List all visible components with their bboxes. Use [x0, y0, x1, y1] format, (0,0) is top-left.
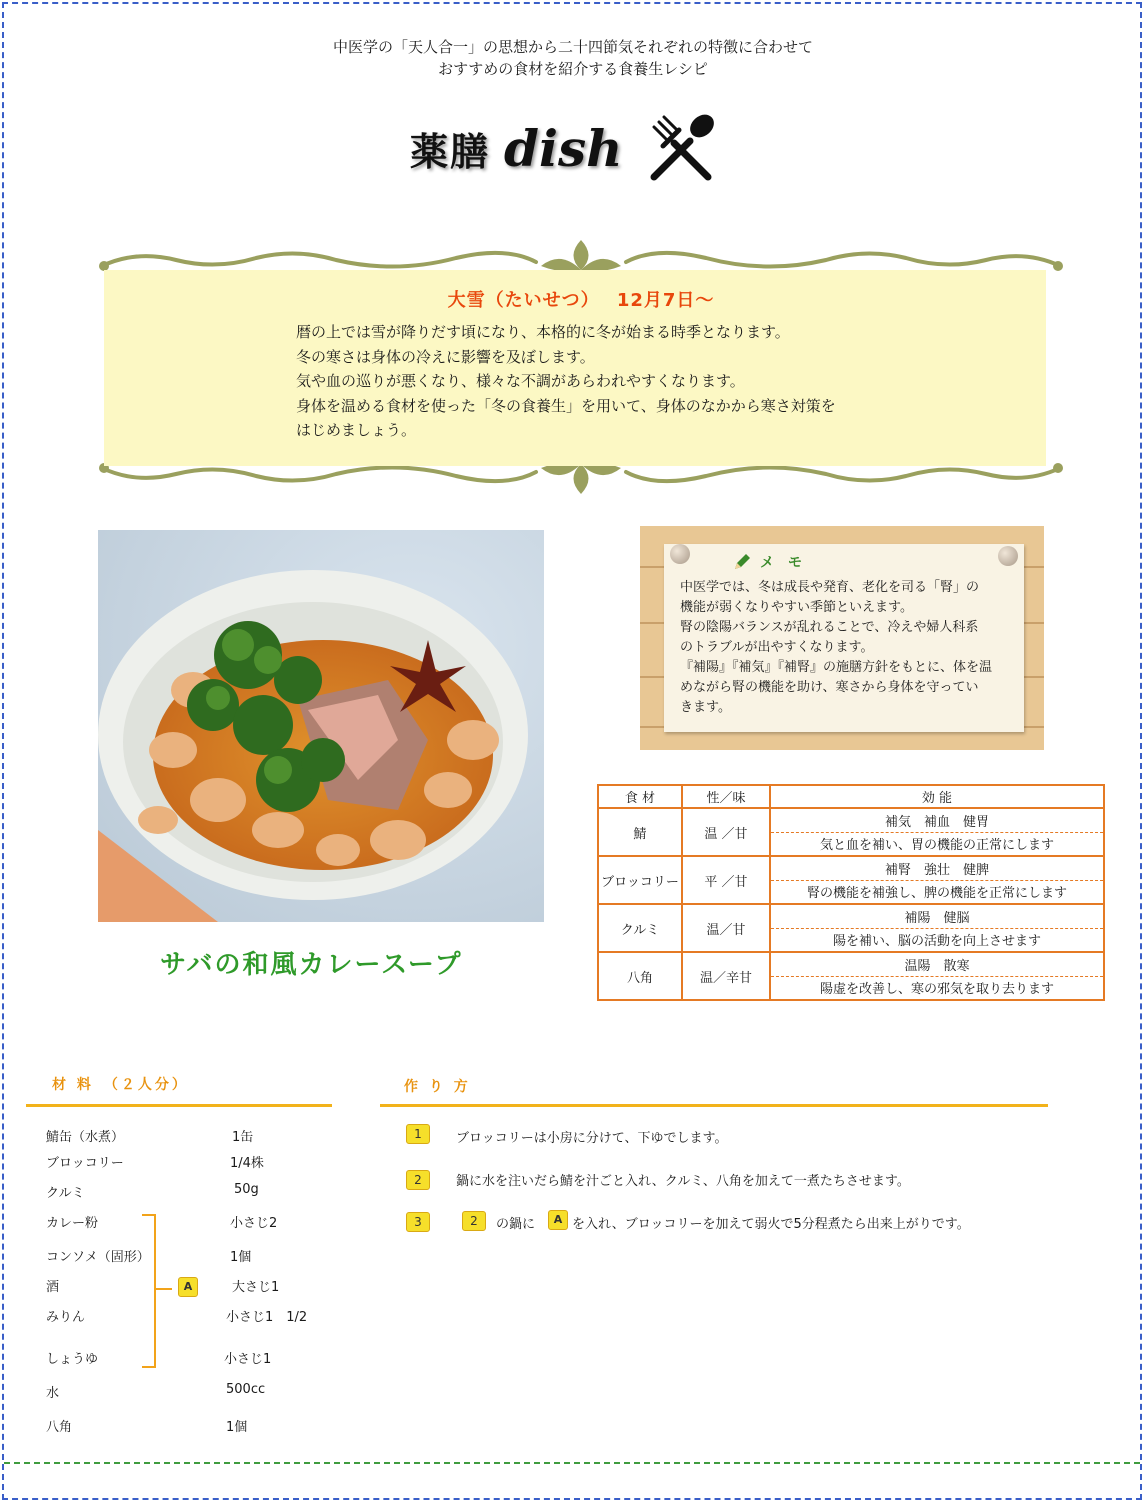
- nature-cell: 温 ／甘: [682, 808, 770, 856]
- ingredient-qty: 500cc: [226, 1382, 266, 1397]
- memo-line: きます。: [680, 700, 731, 715]
- intro-line: 中医学の「天人合一」の思想から二十四節気それぞれの特徴に合わせて: [332, 38, 813, 56]
- ingredient-name: コンソメ（固形）: [46, 1250, 150, 1265]
- season-line: 暦の上では雪が降りだす頃になり、本格的に冬が始まる時季となります。: [296, 323, 790, 341]
- ingredient-qty: 1個: [226, 1420, 248, 1435]
- season-title: 大雪（たいせつ） 12月7日～: [447, 290, 715, 311]
- table-row: [598, 808, 1104, 832]
- effect-cell: 温陽 散寒: [770, 952, 1104, 976]
- ingredient-name: みりん: [46, 1310, 86, 1325]
- ingredient-qty: 1/4株: [230, 1156, 264, 1171]
- food-cell: 八角: [598, 952, 682, 1000]
- group-a-badge: A: [178, 1277, 198, 1297]
- ingredient-qty: 1個: [230, 1250, 252, 1265]
- ingredient-name: 鯖缶（水煮）: [46, 1130, 125, 1145]
- effect-desc-cell: 陽虚を改善し、寒の邪気を取り去ります: [770, 976, 1104, 1000]
- ingredient-name: ブロッコリー: [46, 1156, 124, 1171]
- ingredient-qty: 小さじ2: [230, 1216, 278, 1231]
- effect-desc-cell: 腎の機能を補強し、脾の機能を正常にします: [770, 880, 1104, 904]
- intro-text: [0, 36, 1146, 80]
- ingredient-name: クルミ: [46, 1186, 85, 1201]
- pushpin-icon: [998, 546, 1018, 566]
- header-food: 食 材: [598, 785, 682, 808]
- method-rule: [380, 1104, 1048, 1107]
- table-row: [598, 952, 1104, 976]
- food-cell: 鯖: [598, 808, 682, 856]
- method-heading: 作 り 方: [404, 1079, 471, 1095]
- header-nature: 性／味: [682, 785, 770, 808]
- brand-kanji: 薬膳: [410, 128, 491, 174]
- ingredient-qty: 小さじ1 1/2: [226, 1310, 308, 1325]
- ingredients-heading: 材 料 （２人分）: [52, 1077, 189, 1093]
- pushpin-icon: [670, 544, 690, 564]
- step-reference: 2: [462, 1211, 486, 1231]
- group-bracket-tick: [156, 1288, 172, 1290]
- effect-cell: 補気 補血 健胃: [770, 808, 1104, 832]
- season-line: 身体を温める食材を使った「冬の食養生」を用いて、身体のなかから寒さ対策を: [296, 396, 836, 415]
- ingredient-qty: 50g: [234, 1182, 259, 1197]
- ingredient-name: 水: [46, 1386, 60, 1401]
- season-line: はじめましょう。: [296, 421, 417, 439]
- table-row: [598, 856, 1104, 880]
- step-text: の鍋に: [496, 1217, 536, 1232]
- memo-line: 機能が弱くなりやすい季節といえます。: [680, 600, 913, 615]
- step-text: ブロッコリーは小房に分けて、下ゆでします。: [456, 1131, 728, 1146]
- memo-text: [680, 578, 1015, 718]
- fork-spoon-icon: [644, 111, 718, 185]
- memo-label: メモ: [760, 555, 816, 571]
- memo-board: [640, 526, 1044, 750]
- step-number: 3: [406, 1212, 430, 1232]
- ingredient-name: しょうゆ: [46, 1352, 99, 1367]
- ingredient-qty: 小さじ1: [224, 1352, 272, 1367]
- memo-heading: [732, 552, 816, 572]
- dish-photo: [98, 530, 544, 922]
- food-effects-table: [597, 784, 1105, 1001]
- ingredient-name: 酒: [46, 1280, 60, 1295]
- step-number: 1: [406, 1124, 430, 1144]
- table-header-row: [598, 785, 1104, 808]
- header-effect: 効 能: [770, 785, 1104, 808]
- memo-line: 腎の陰陽バランスが乱れることで、冷えや婦人科系: [680, 620, 979, 635]
- memo-line: めながら腎の機能を助け、寒さから身体を守ってい: [680, 680, 979, 695]
- table-row: [598, 904, 1104, 928]
- food-cell: クルミ: [598, 904, 682, 952]
- memo-line: のトラブルが出やすくなります。: [680, 640, 874, 655]
- step-text: を入れ、ブロッコリーを加えて弱火で5分程煮たら出来上がりです。: [572, 1217, 970, 1232]
- food-cell: ブロッコリー: [598, 856, 682, 904]
- dish-title: サバの和風カレースープ: [160, 950, 463, 980]
- memo-line: 中医学では、冬は成長や発育、老化を司る「腎」の: [680, 580, 980, 595]
- nature-cell: 平 ／甘: [682, 856, 770, 904]
- brand-latin: dish: [504, 118, 623, 178]
- effect-desc-cell: 気と血を補い、胃の機能の正常にします: [770, 832, 1104, 856]
- step-text: 鍋に水を注いだら鯖を汁ごと入れ、クルミ、八角を加えて一煮たちさせます。: [456, 1174, 910, 1189]
- group-bracket: [142, 1214, 156, 1368]
- pencil-icon: [732, 552, 752, 572]
- season-description: [296, 320, 956, 443]
- intro-line: おすすめの食材を紹介する食養生レシピ: [438, 60, 708, 78]
- effect-cell: 補陽 健脳: [770, 904, 1104, 928]
- ingredient-qty: 1缶: [232, 1130, 254, 1145]
- season-banner: [96, 236, 1066, 498]
- step-number: 2: [406, 1170, 430, 1190]
- memo-line: 『補陽』『補気』『補腎』の施膳方針をもとに、体を温: [680, 660, 993, 675]
- season-line: 気や血の巡りが悪くなり、様々な不調があらわれやすくなります。: [296, 372, 745, 390]
- ingredient-name: カレー粉: [46, 1216, 99, 1231]
- brand-title: [410, 108, 718, 188]
- ingredients-rule: [26, 1104, 332, 1107]
- bottom-divider: [4, 1462, 1140, 1464]
- effect-cell: 補腎 強壮 健脾: [770, 856, 1104, 880]
- nature-cell: 温／甘: [682, 904, 770, 952]
- ingredient-qty: 大さじ1: [232, 1280, 280, 1295]
- nature-cell: 温／辛甘: [682, 952, 770, 1000]
- effect-desc-cell: 陽を補い、脳の活動を向上させます: [770, 928, 1104, 952]
- ingredient-name: 八角: [46, 1420, 73, 1435]
- group-a-badge: A: [548, 1210, 568, 1230]
- season-line: 冬の寒さは身体の冷えに影響を及ぼします。: [296, 347, 595, 366]
